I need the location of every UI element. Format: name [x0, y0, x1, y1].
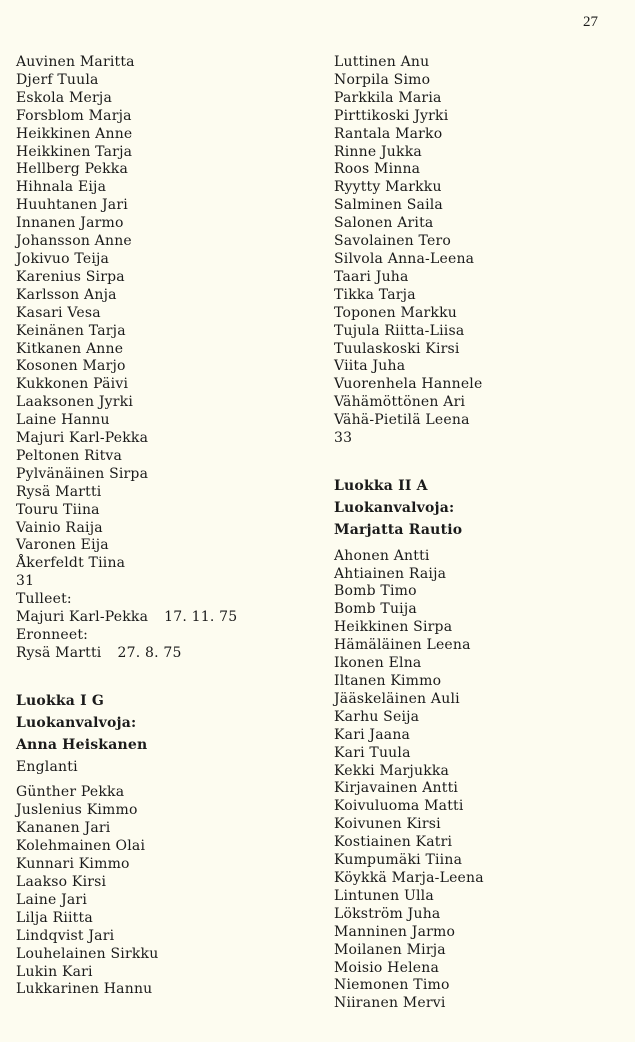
- student-name: Kekki Marjukka: [334, 762, 450, 779]
- student-name: Åkerfeldt Tiina: [16, 555, 126, 572]
- student-name: Lökström Juha: [334, 905, 441, 922]
- student-name: Laine Jari: [16, 891, 88, 908]
- student-name: Iltanen Kimmo: [334, 673, 442, 689]
- student-name: Niiranen Mervi: [334, 995, 446, 1012]
- student-name: Huuhtanen Jari: [16, 197, 128, 214]
- student-name: Pirttikoski Jyrki: [334, 107, 449, 124]
- supervisor-subject: Englanti: [16, 758, 78, 775]
- student-name: Kirjavainen Antti: [334, 780, 459, 797]
- student-name: Lintunen Ulla: [334, 887, 434, 904]
- student-name: Johansson Anne: [16, 233, 132, 250]
- supervisor-label: Luokanvalvoja:: [334, 499, 455, 516]
- student-name: Tujula Riitta-Liisa: [334, 322, 465, 339]
- student-name: Ahonen Antti: [334, 547, 430, 564]
- student-name: Rysä Martti: [16, 483, 102, 500]
- left-column: [16, 54, 237, 999]
- student-name: Salonen Arita: [334, 215, 434, 232]
- student-list: [16, 784, 237, 999]
- student-name: Pylvänäinen Sirpa: [16, 465, 149, 482]
- student-name: Köykkä Marja-Leena: [334, 869, 484, 886]
- student-name: Roos Minna: [334, 161, 421, 178]
- student-name: Hämäläinen Leena: [334, 637, 471, 654]
- student-name: Innanen Jarmo: [16, 215, 124, 232]
- student-name: Savolainen Tero: [334, 233, 452, 250]
- student-name: Bomb Tuija: [334, 601, 417, 618]
- student-name: Ahtiainen Raija: [334, 565, 447, 582]
- departures-label: Eronneet:: [16, 627, 89, 643]
- student-name: Lindqvist Jari: [16, 927, 115, 944]
- supervisor-name: Marjatta Rautio: [334, 521, 463, 538]
- student-name: Rantala Marko: [334, 125, 443, 142]
- student-name: Kosonen Marjo: [16, 358, 126, 375]
- student-name: Heikkinen Anne: [16, 125, 133, 142]
- student-name: Jokivuo Teija: [16, 250, 110, 267]
- class-heading: Luokka I G: [16, 692, 105, 709]
- student-name: Heikkinen Sirpa: [334, 619, 453, 636]
- student-name: Kari Jaana: [334, 726, 411, 743]
- student-name: Manninen Jarmo: [334, 923, 456, 940]
- student-list: [334, 54, 484, 430]
- student-name: Karhu Seija: [334, 708, 420, 725]
- student-name: Silvola Anna-Leena: [334, 250, 475, 267]
- student-name: Parkkila Maria: [334, 89, 442, 106]
- student-name: Tikka Tarja: [334, 286, 416, 303]
- student-name: Moisio Helena: [334, 959, 440, 976]
- student-name: Kolehmainen Olai: [16, 838, 146, 855]
- student-name: Laakso Kirsi: [16, 873, 107, 890]
- student-name: Keinänen Tarja: [16, 322, 126, 339]
- student-name: Rinne Jukka: [334, 143, 422, 160]
- student-name: Luttinen Anu: [334, 54, 430, 70]
- student-name: Jääskeläinen Auli: [334, 690, 460, 707]
- student-name: Djerf Tuula: [16, 71, 99, 88]
- student-name: Koivunen Kirsi: [334, 816, 441, 833]
- student-name: Laaksonen Jyrki: [16, 394, 134, 411]
- student-name: Bomb Timo: [334, 583, 417, 600]
- student-name: Norpila Simo: [334, 71, 431, 88]
- student-name: Kukkonen Päivi: [16, 376, 129, 393]
- student-name: Kostiainen Katri: [334, 834, 453, 851]
- class-heading: Luokka II A: [334, 477, 428, 494]
- student-name: Salminen Saila: [334, 197, 443, 214]
- arrival-entry: [16, 609, 237, 627]
- student-name: Koivuluoma Matti: [334, 798, 464, 815]
- student-name: Viita Juha: [334, 358, 406, 375]
- student-name: Vähämöttönen Ari: [334, 394, 466, 411]
- student-name: Moilanen Mirja: [334, 941, 446, 958]
- student-name: Lukkarinen Hannu: [16, 981, 153, 998]
- student-name: Majuri Karl-Pekka: [16, 430, 149, 447]
- student-name: Touru Tiina: [16, 501, 100, 518]
- departure-date: 27. 8. 75: [117, 644, 182, 661]
- student-name: Lukin Kari: [16, 963, 93, 980]
- student-name: Ryytty Markku: [334, 179, 442, 196]
- student-name: Kasari Vesa: [16, 304, 101, 321]
- student-name: Kananen Jari: [16, 820, 111, 837]
- student-name: Juslenius Kimmo: [16, 802, 138, 819]
- student-name: Kunnari Kimmo: [16, 856, 130, 873]
- student-name: Toponen Markku: [334, 304, 457, 321]
- student-name: Tuulaskoski Kirsi: [334, 340, 460, 357]
- class-count: 33: [334, 430, 353, 447]
- departure-entry: [16, 645, 237, 663]
- arrival-date: 17. 11. 75: [164, 609, 238, 626]
- student-name: Vuorenhela Hannele: [334, 376, 483, 393]
- class-count: 31: [16, 573, 35, 590]
- student-name: Kari Tuula: [334, 744, 411, 761]
- student-name: Karenius Sirpa: [16, 268, 125, 285]
- student-name: Varonen Eija: [16, 537, 109, 554]
- supervisor-label: Luokanvalvoja:: [16, 714, 137, 731]
- student-name: Heikkinen Tarja: [16, 143, 133, 160]
- supervisor-name: Anna Heiskanen: [16, 736, 148, 753]
- student-name: Hellberg Pekka: [16, 161, 128, 178]
- student-name: Forsblom Marja: [16, 107, 132, 124]
- arrival-name: Majuri Karl-Pekka: [16, 609, 149, 626]
- student-name: Kumpumäki Tiina: [334, 852, 463, 869]
- student-name: Karlsson Anja: [16, 286, 117, 303]
- student-name: Peltonen Ritva: [16, 447, 123, 464]
- arrivals-label: Tulleet:: [16, 591, 72, 608]
- student-name: Niemonen Timo: [334, 977, 450, 994]
- student-list: [334, 548, 484, 1014]
- student-name: Eskola Merja: [16, 89, 112, 106]
- student-name: Taari Juha: [334, 268, 409, 285]
- student-name: Auvinen Maritta: [16, 54, 135, 70]
- student-name: Louhelainen Sirkku: [16, 945, 159, 962]
- student-list: [16, 54, 237, 573]
- student-name: Hihnala Eija: [16, 179, 107, 196]
- page-number: 27: [583, 14, 598, 30]
- student-name: Günther Pekka: [16, 784, 125, 801]
- student-name: Kitkanen Anne: [16, 340, 124, 357]
- student-name: Ikonen Elna: [334, 655, 422, 672]
- departure-name: Rysä Martti: [16, 644, 102, 661]
- right-column: [334, 54, 484, 1013]
- student-name: Vähä-Pietilä Leena: [334, 412, 470, 429]
- student-name: Lilja Riitta: [16, 909, 93, 926]
- student-name: Laine Hannu: [16, 412, 110, 429]
- student-name: Vainio Raija: [16, 519, 103, 536]
